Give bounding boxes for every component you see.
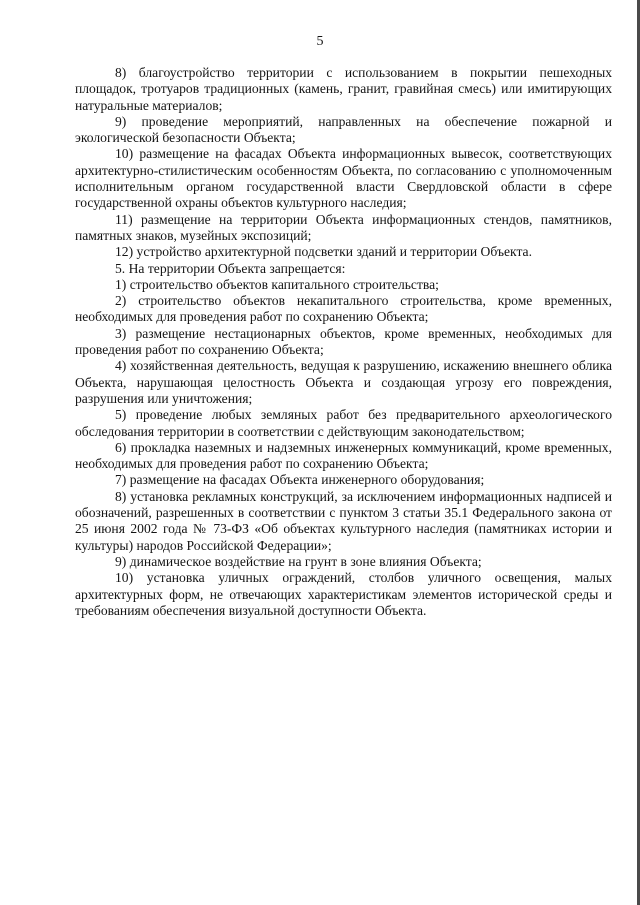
paragraph-prohibited-2: 2) строительство объектов некапитального строительства, кроме временных, необходимых для проведения работ по сохранению Объекта; — [75, 293, 612, 325]
paragraph-prohibited-1: 1) строительство объектов капитального строительства; — [115, 276, 439, 292]
paragraph-allowed-12: 12) устройство архитектурной подсветки зданий и территории Объекта. — [115, 244, 532, 260]
paragraph-prohibited-4: 4) хозяйственная деятельность, ведущая к разрушению, искажению внешнего облика Объекта, нарушающая целостность Объекта и создающая угрозу его повреждения, разрушения или уничтожения; — [75, 358, 612, 406]
paragraph-prohibited-6: 6) прокладка наземных и надземных инженерных коммуникаций, кроме временных, необходимых для проведения работ по сохранению Объекта; — [75, 439, 612, 472]
paragraph-prohibited-8: 8) установка рекламных конструкций, за исключением информационных надписей и обозначений, разрешенных в соответствии с пунктом 3 статьи 35.1 Федерального закона от 25 июня 2002 года № 73-ФЗ «Об объектах культурного наследия (памятниках истории и культуры) народов Российской Федерации»; — [75, 488, 612, 553]
document-body — [75, 65, 612, 619]
paragraph-allowed-9: 9) проведение мероприятий, направленных на обеспечение пожарной и экологической безопасности Объекта; — [75, 113, 612, 146]
paragraph-allowed-11: 11) размещение на территории Объекта информационных стендов, памятников, памятных знаков, музейных экспозиций; — [75, 211, 612, 243]
paragraph-prohibited-10: 10) установка уличных ограждений, столбов уличного освещения, малых архитектурных форм, не отвечающих характеристикам элементов исторической среды и требованиям обеспечения визуальной доступности Объекта. — [75, 570, 612, 618]
paragraph-prohibited-9: 9) динамическое воздействие на грунт в зоне влияния Объекта; — [115, 553, 482, 569]
paragraph-allowed-10: 10) размещение на фасадах Объекта информационных вывесок, соответствующих архитектурно-стилистическим особенностям Объекта, по согласованию с уполномоченным исполнительным органом государственной власти Свердловской области в сфере государственной охраны объектов культурного наследия; — [75, 146, 612, 211]
paragraph-prohibited-5: 5) проведение любых земляных работ без предварительного археологического обследования территории в соответствии с действующим законодательством; — [75, 407, 612, 439]
paragraph-allowed-8: 8) благоустройство территории с использованием в покрытии пешеходных площадок, тротуаров традиционных (камень, гранит, гравийная смесь) или имитирующих натуральные материалов; — [75, 65, 612, 113]
paragraph-prohibited-3: 3) размещение нестационарных объектов, кроме временных, необходимых для проведения работ по сохранению Объекта; — [75, 325, 612, 358]
paragraph-prohibited-7: 7) размещение на фасадах Объекта инженерного оборудования; — [115, 472, 485, 488]
page-number: 5 — [316, 34, 324, 49]
section-heading-prohibited: 5. На территории Объекта запрещается: — [115, 260, 346, 276]
